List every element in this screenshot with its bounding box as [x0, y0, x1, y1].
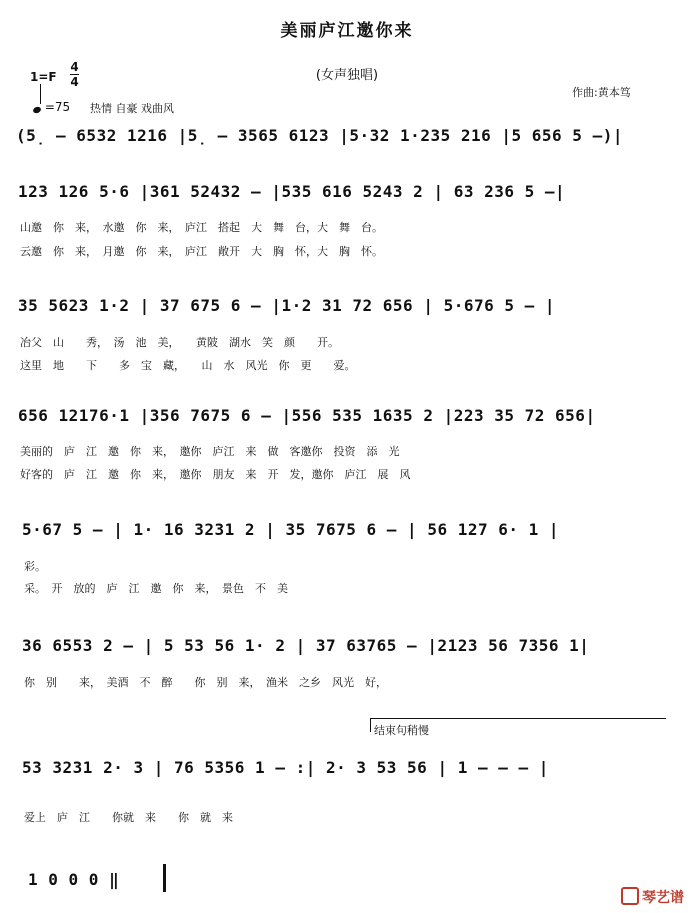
system-3-lyric-verse1: 冶父 山 秀， 汤 池 美， 黄陂 湖水 笑 颜 开。 — [20, 336, 339, 349]
system-6-lyric: 你 别 来， 美酒 不 醉 你 别 来， 渔米 之乡 风光 好， — [24, 676, 387, 689]
meter-top: 4 — [70, 60, 79, 74]
system-1-notes: (5̣ — 6532 1216 |5̣ — 3565 6123 |5·32 1·235 216 |5 656 5 —)| — [16, 126, 623, 145]
system-4-lyric-verse2: 好客的 庐 江 邀 你 来， 邀你 朋友 来 开 发，邀你 庐江 展 风 — [20, 468, 411, 481]
site-logo-text: 琴艺谱 — [642, 890, 684, 906]
song-title: 美丽庐江邀你来 — [280, 21, 414, 41]
system-3-notes: 35 5623 1·2 | 37 675 6 — |1·2 31 72 656 | 5·676 5 — | — [18, 296, 556, 315]
tempo-value: =75 — [44, 100, 71, 114]
song-subtitle: (女声独唱) — [315, 68, 379, 83]
key-signature: 1=F — [30, 70, 57, 84]
system-6-notes: 36 6553 2 — | 5 53 56 1· 2 | 37 63765 — |2123 56 7356 1| — [22, 636, 590, 655]
note-stem-icon — [40, 84, 41, 104]
performance-style: 热情 自豪 戏曲风 — [90, 102, 174, 115]
system-8-notes: 1 0 0 0 ‖ — [28, 870, 120, 889]
site-logo — [621, 887, 684, 907]
system-2-lyric-verse1: 山邀 你 来， 水邀 你 来， 庐江 搭起 大 舞 台，大 舞 台。 — [20, 221, 383, 234]
composer-credit: 作曲:黄本笃 — [572, 86, 631, 99]
system-5-lyric-verse2: 采。 开 放的 庐 江 邀 你 来， 景色 不 美 — [24, 582, 288, 595]
ending-bracket-left — [370, 718, 371, 732]
meter-bottom: 4 — [70, 75, 79, 89]
system-4-lyric-verse1: 美丽的 庐 江 邀 你 来， 邀你 庐江 来 做 客邀你 投资 添 光 — [20, 445, 400, 458]
tempo-marking — [33, 100, 70, 114]
final-barline — [163, 864, 166, 892]
quarter-note-icon — [32, 106, 42, 114]
system-3-lyric-verse2: 这里 地 下 多 宝 藏， 山 水 风光 你 更 爱。 — [20, 359, 356, 372]
ending-annotation: 结束句稍慢 — [374, 724, 429, 737]
system-2-notes: 123 126 5·6 |361 52432 — |535 616 5243 2 | 63 236 5 —| — [18, 182, 566, 201]
system-5-lyric-verse1: 彩。 — [24, 560, 46, 573]
system-5-notes: 5·67 5 — | 1· 16 3231 2 | 35 7675 6 — | 56 127 6· 1 | — [22, 520, 560, 539]
system-7-notes: 53 3231 2· 3 | 76 5356 1 — :| 2· 3 53 56 | 1 — — — | — [22, 758, 549, 777]
system-4-notes: 656 12176·1 |356 7675 6 — |556 535 1635 2 |223 35 72 656| — [18, 406, 596, 425]
time-signature — [70, 60, 79, 89]
system-7-lyric: 爱上 庐 江 你就 来 你 就 来 — [24, 811, 233, 824]
qinyi-logo-icon — [621, 887, 639, 905]
ending-bracket-line — [370, 718, 666, 719]
system-2-lyric-verse2: 云邀 你 来， 月邀 你 来， 庐江 敞开 大 胸 怀，大 胸 怀。 — [20, 245, 383, 258]
